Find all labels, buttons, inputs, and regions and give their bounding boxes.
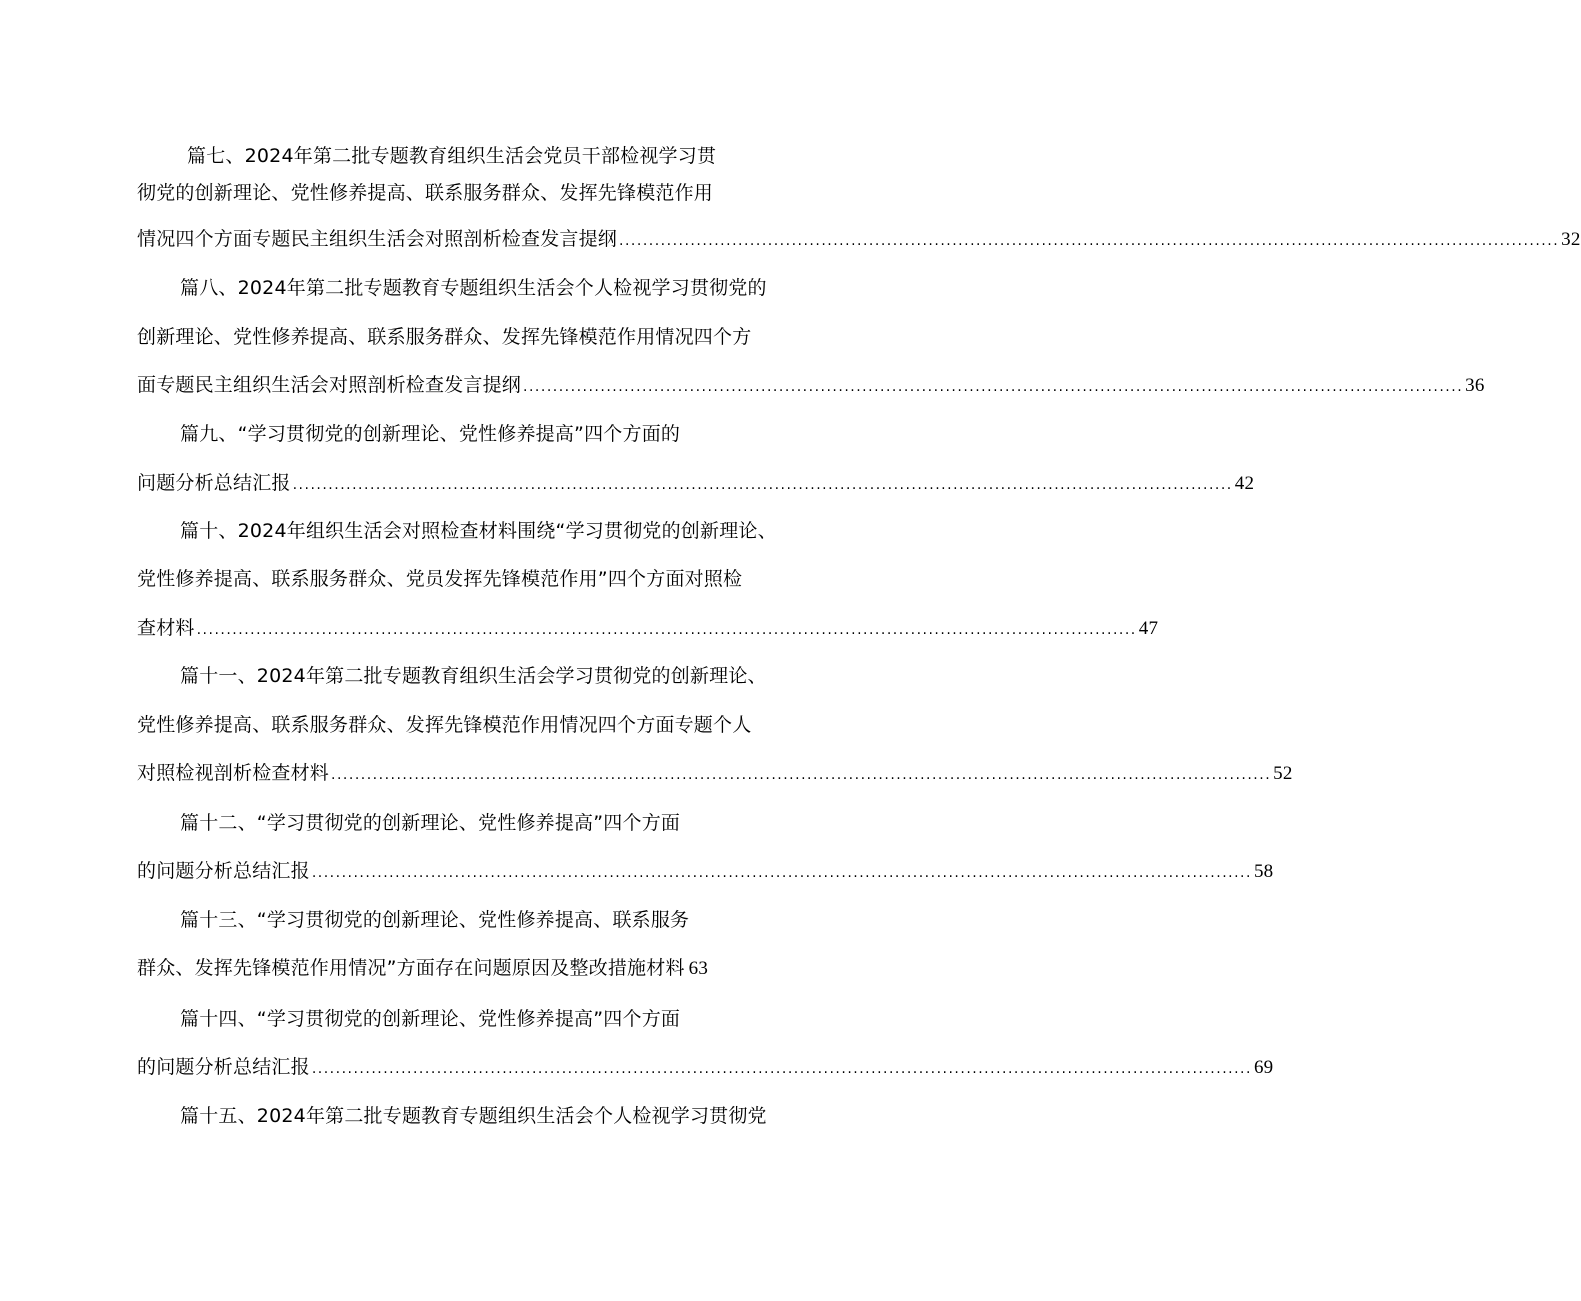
toc-entry-9-title-end: 问题分析总结汇报 (137, 472, 291, 494)
toc-entry-11-line-3[interactable] (137, 761, 1293, 787)
toc-entry-11-title-end: 对照检视剖析检查材料 (137, 762, 330, 784)
toc-entry-10-line-1: 篇十、2024年组织生活会对照检查材料围绕“学习贯彻党的创新理论、 (180, 520, 777, 542)
toc-entry-13-page: 63 (688, 958, 709, 979)
leader-dots: .............................................................................................................................................................. (196, 622, 1137, 638)
toc-entry-13-line-2[interactable] (137, 956, 769, 981)
toc-entry-7-line-1: 篇七、2024年第二批专题教育组织生活会党员干部检视学习贯 (187, 145, 717, 167)
toc-entry-10-line-2: 党性修养提高、联系服务群众、党员发挥先锋模范作用”四个方面对照检 (137, 568, 743, 590)
toc-entry-8-page: 36 (1465, 375, 1485, 396)
toc-entry-14-line-1: 篇十四、“学习贯彻党的创新理论、党性修养提高”四个方面 (180, 1008, 681, 1030)
toc-entry-11-line-2: 党性修养提高、联系服务群众、发挥先锋模范作用情况四个方面专题个人 (137, 714, 752, 736)
toc-entry-9-line-1: 篇九、“学习贯彻党的创新理论、党性修养提高”四个方面的 (180, 423, 681, 445)
toc-entry-14-line-2[interactable] (137, 1055, 1274, 1081)
toc-entry-12-title-end: 的问题分析总结汇报 (137, 860, 310, 882)
toc-entry-12-line-2[interactable] (137, 859, 1274, 885)
toc-entry-13-line-1: 篇十三、“学习贯彻党的创新理论、党性修养提高、联系服务 (180, 909, 690, 931)
toc-entry-8-line-1: 篇八、2024年第二批专题教育专题组织生活会个人检视学习贯彻党的 (180, 277, 767, 299)
leader-dots: .............................................................................................................................................................. (331, 767, 1272, 783)
toc-entry-10-title-end: 查材料 (137, 617, 195, 639)
toc-entry-7-page: 32 (1561, 229, 1581, 250)
toc-entry-11-page: 52 (1273, 763, 1293, 784)
toc-entry-12-line-1: 篇十二、“学习贯彻党的创新理论、党性修养提高”四个方面 (180, 812, 681, 834)
toc-entry-14-page: 69 (1253, 1057, 1274, 1078)
leader-dots: .............................................................................................................................................................. (311, 865, 1252, 881)
toc-entry-8-title-end: 面专题民主组织生活会对照剖析检查发言提纲 (137, 374, 522, 396)
toc-entry-11-line-1: 篇十一、2024年第二批专题教育组织生活会学习贯彻党的创新理论、 (180, 665, 767, 687)
toc-entry-7-line-3[interactable] (137, 227, 1581, 253)
leader-dots: .............................................................................................................................................................. (523, 379, 1464, 395)
toc-entry-7-line-2: 彻党的创新理论、党性修养提高、联系服务群众、发挥先锋模范作用 (137, 182, 714, 204)
leader-dots: .............................................................................................................................................................. (619, 233, 1560, 249)
leader-dots: .............................................................................................................................................................. (311, 1061, 1252, 1077)
toc-entry-7-title-end: 情况四个方面专题民主组织生活会对照剖析检查发言提纲 (137, 228, 618, 250)
toc-entry-8-line-3[interactable] (137, 373, 1485, 399)
leader-dots: .............................................................................................................................................................. (292, 477, 1233, 493)
toc-entry-13-title-end: 群众、发挥先锋模范作用情况”方面存在问题原因及整改措施材料 (137, 957, 685, 979)
toc-entry-9-page: 42 (1234, 473, 1255, 494)
toc-entry-9-line-2[interactable] (137, 471, 1255, 497)
toc-entry-10-line-3[interactable] (137, 616, 1159, 642)
toc-entry-8-line-2: 创新理论、党性修养提高、联系服务群众、发挥先锋模范作用情况四个方 (137, 326, 752, 348)
toc-entry-14-title-end: 的问题分析总结汇报 (137, 1056, 310, 1078)
toc-entry-12-page: 58 (1253, 861, 1274, 882)
toc-entry-10-page: 47 (1138, 618, 1159, 639)
toc-entry-15-line-1: 篇十五、2024年第二批专题教育专题组织生活会个人检视学习贯彻党 (180, 1105, 767, 1127)
